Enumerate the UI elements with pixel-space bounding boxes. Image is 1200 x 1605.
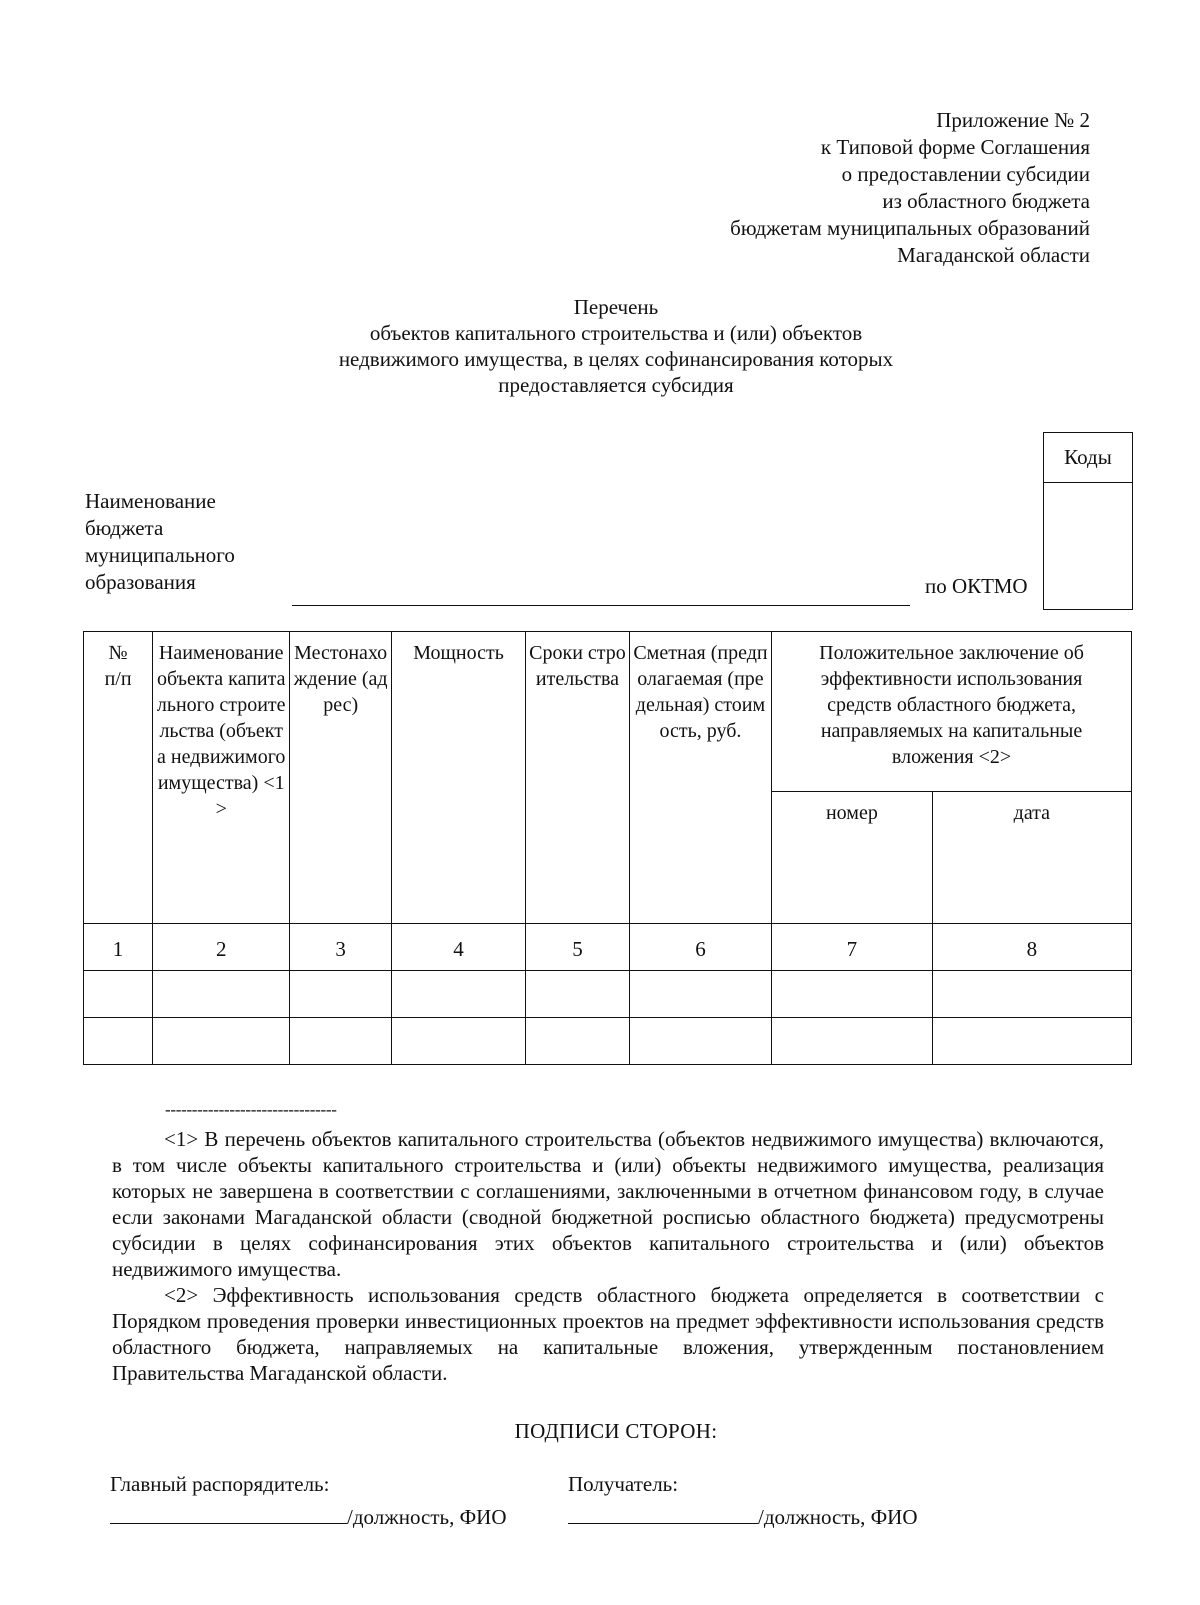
table-cell[interactable] xyxy=(629,1018,771,1065)
table-cell[interactable] xyxy=(772,1018,933,1065)
budget-label-line: бюджета xyxy=(85,516,164,540)
table-cell[interactable] xyxy=(932,971,1131,1018)
table-cell[interactable] xyxy=(153,1018,290,1065)
col-number: 8 xyxy=(932,924,1131,971)
col-object-name-header: Наименование объекта капитального строительства (объекта недвижимого имущества) <1> xyxy=(153,632,290,924)
appendix-line: о предоставлении субсидии xyxy=(841,162,1090,186)
footnote-1: <1> В перечень объектов капитального строительства (объектов недвижимого имущества) включаются, в том числе объекты капитального строительства и (или) объекты недвижимого имущества, реализация которых не завершена в соответствии с соглашениями, заключенными в отчетном финансовом году, в случае если законами Магаданской области (сводной бюджетной росписью областного бюджета) предусмотрены субсидии в целях софинансирования этих объектов капитального строительства и (или) объектов недвижимого имущества. xyxy=(112,1127,1104,1281)
budget-name-field[interactable] xyxy=(292,605,910,606)
appendix-header xyxy=(730,107,1090,269)
table-cell[interactable] xyxy=(526,971,630,1018)
col-conclusion-header: Положительное заключение об эффективности использования средств областного бюджета, направляемых на капитальные вложения <2> xyxy=(772,632,1132,792)
table-cell[interactable] xyxy=(772,971,933,1018)
table-cell[interactable] xyxy=(629,971,771,1018)
title-line: объектов капитального строительства и (или) объектов xyxy=(369,321,863,345)
table-row[interactable] xyxy=(84,1018,1132,1065)
title-line: предоставляется субсидия xyxy=(498,373,734,397)
appendix-line: бюджетам муниципальных образований xyxy=(730,216,1090,240)
col-number: 1 xyxy=(84,924,153,971)
appendix-line: Магаданской области xyxy=(897,243,1090,267)
col-number: 3 xyxy=(290,924,392,971)
col-cost-header: Сметная (предполагаемая (предельная) стоимость, руб. xyxy=(629,632,771,924)
oktmo-code-cell[interactable] xyxy=(1044,483,1132,609)
budget-label-line: образования xyxy=(85,570,196,594)
col-number: 7 xyxy=(772,924,933,971)
left-party-signature xyxy=(110,1505,507,1530)
table-cell[interactable] xyxy=(526,1018,630,1065)
table-number-row xyxy=(84,924,1132,971)
table-cell[interactable] xyxy=(391,971,525,1018)
footnote-separator: -------------------------------- xyxy=(165,1100,337,1119)
right-signature-line[interactable] xyxy=(568,1505,758,1524)
document-title xyxy=(0,294,1200,398)
objects-table xyxy=(83,631,1132,1065)
budget-label-line: Наименование xyxy=(85,489,216,513)
left-party-label: Главный распорядитель: xyxy=(110,1472,330,1496)
col-number: 5 xyxy=(526,924,630,971)
col-conclusion-date-header: дата xyxy=(932,792,1131,924)
table-cell[interactable] xyxy=(932,1018,1131,1065)
col-number-header: № п/п xyxy=(84,632,153,924)
table-cell[interactable] xyxy=(290,1018,392,1065)
col-location-header: Местонахождение (адрес) xyxy=(290,632,392,924)
col-capacity-header: Мощность xyxy=(391,632,525,924)
appendix-line: к Типовой форме Соглашения xyxy=(820,135,1090,159)
appendix-line: Приложение № 2 xyxy=(936,108,1090,132)
title-line: Перечень xyxy=(573,295,659,319)
col-terms-header: Сроки строительства xyxy=(526,632,630,924)
codes-box xyxy=(1043,432,1133,610)
left-signature-line[interactable] xyxy=(110,1505,347,1524)
table-cell[interactable] xyxy=(290,971,392,1018)
table-cell[interactable] xyxy=(84,971,153,1018)
footnote-2: <2> Эффективность использования средств областного бюджета определяется в соответствии с Порядком проведения проверки инвестиционных проектов на предмет эффективности использования средств областного бюджета, направляемых на капитальные вложения, утвержденным постановлением Правительства Магаданской области. xyxy=(112,1283,1104,1385)
col-number: 4 xyxy=(391,924,525,971)
footnotes xyxy=(112,1126,1104,1386)
table-cell[interactable] xyxy=(153,971,290,1018)
budget-name-label xyxy=(85,488,305,596)
oktmo-label: по ОКТМО xyxy=(925,574,1028,598)
table-cell[interactable] xyxy=(391,1018,525,1065)
col-conclusion-number-header: номер xyxy=(772,792,933,924)
table-row[interactable] xyxy=(84,971,1132,1018)
right-party-label: Получатель: xyxy=(568,1472,679,1496)
table-cell[interactable] xyxy=(84,1018,153,1065)
title-line: недвижимого имущества, в целях софинансирования которых xyxy=(338,347,894,371)
left-signature-suffix: /должность, ФИО xyxy=(347,1505,507,1529)
signatures-title: ПОДПИСИ СТОРОН: xyxy=(514,1419,718,1443)
col-number: 6 xyxy=(629,924,771,971)
right-signature-suffix: /должность, ФИО xyxy=(758,1505,918,1529)
codes-header: Коды xyxy=(1044,433,1132,483)
col-number: 2 xyxy=(153,924,290,971)
appendix-line: из областного бюджета xyxy=(882,189,1090,213)
budget-label-line: муниципального xyxy=(85,543,235,567)
right-party-signature xyxy=(568,1505,918,1530)
